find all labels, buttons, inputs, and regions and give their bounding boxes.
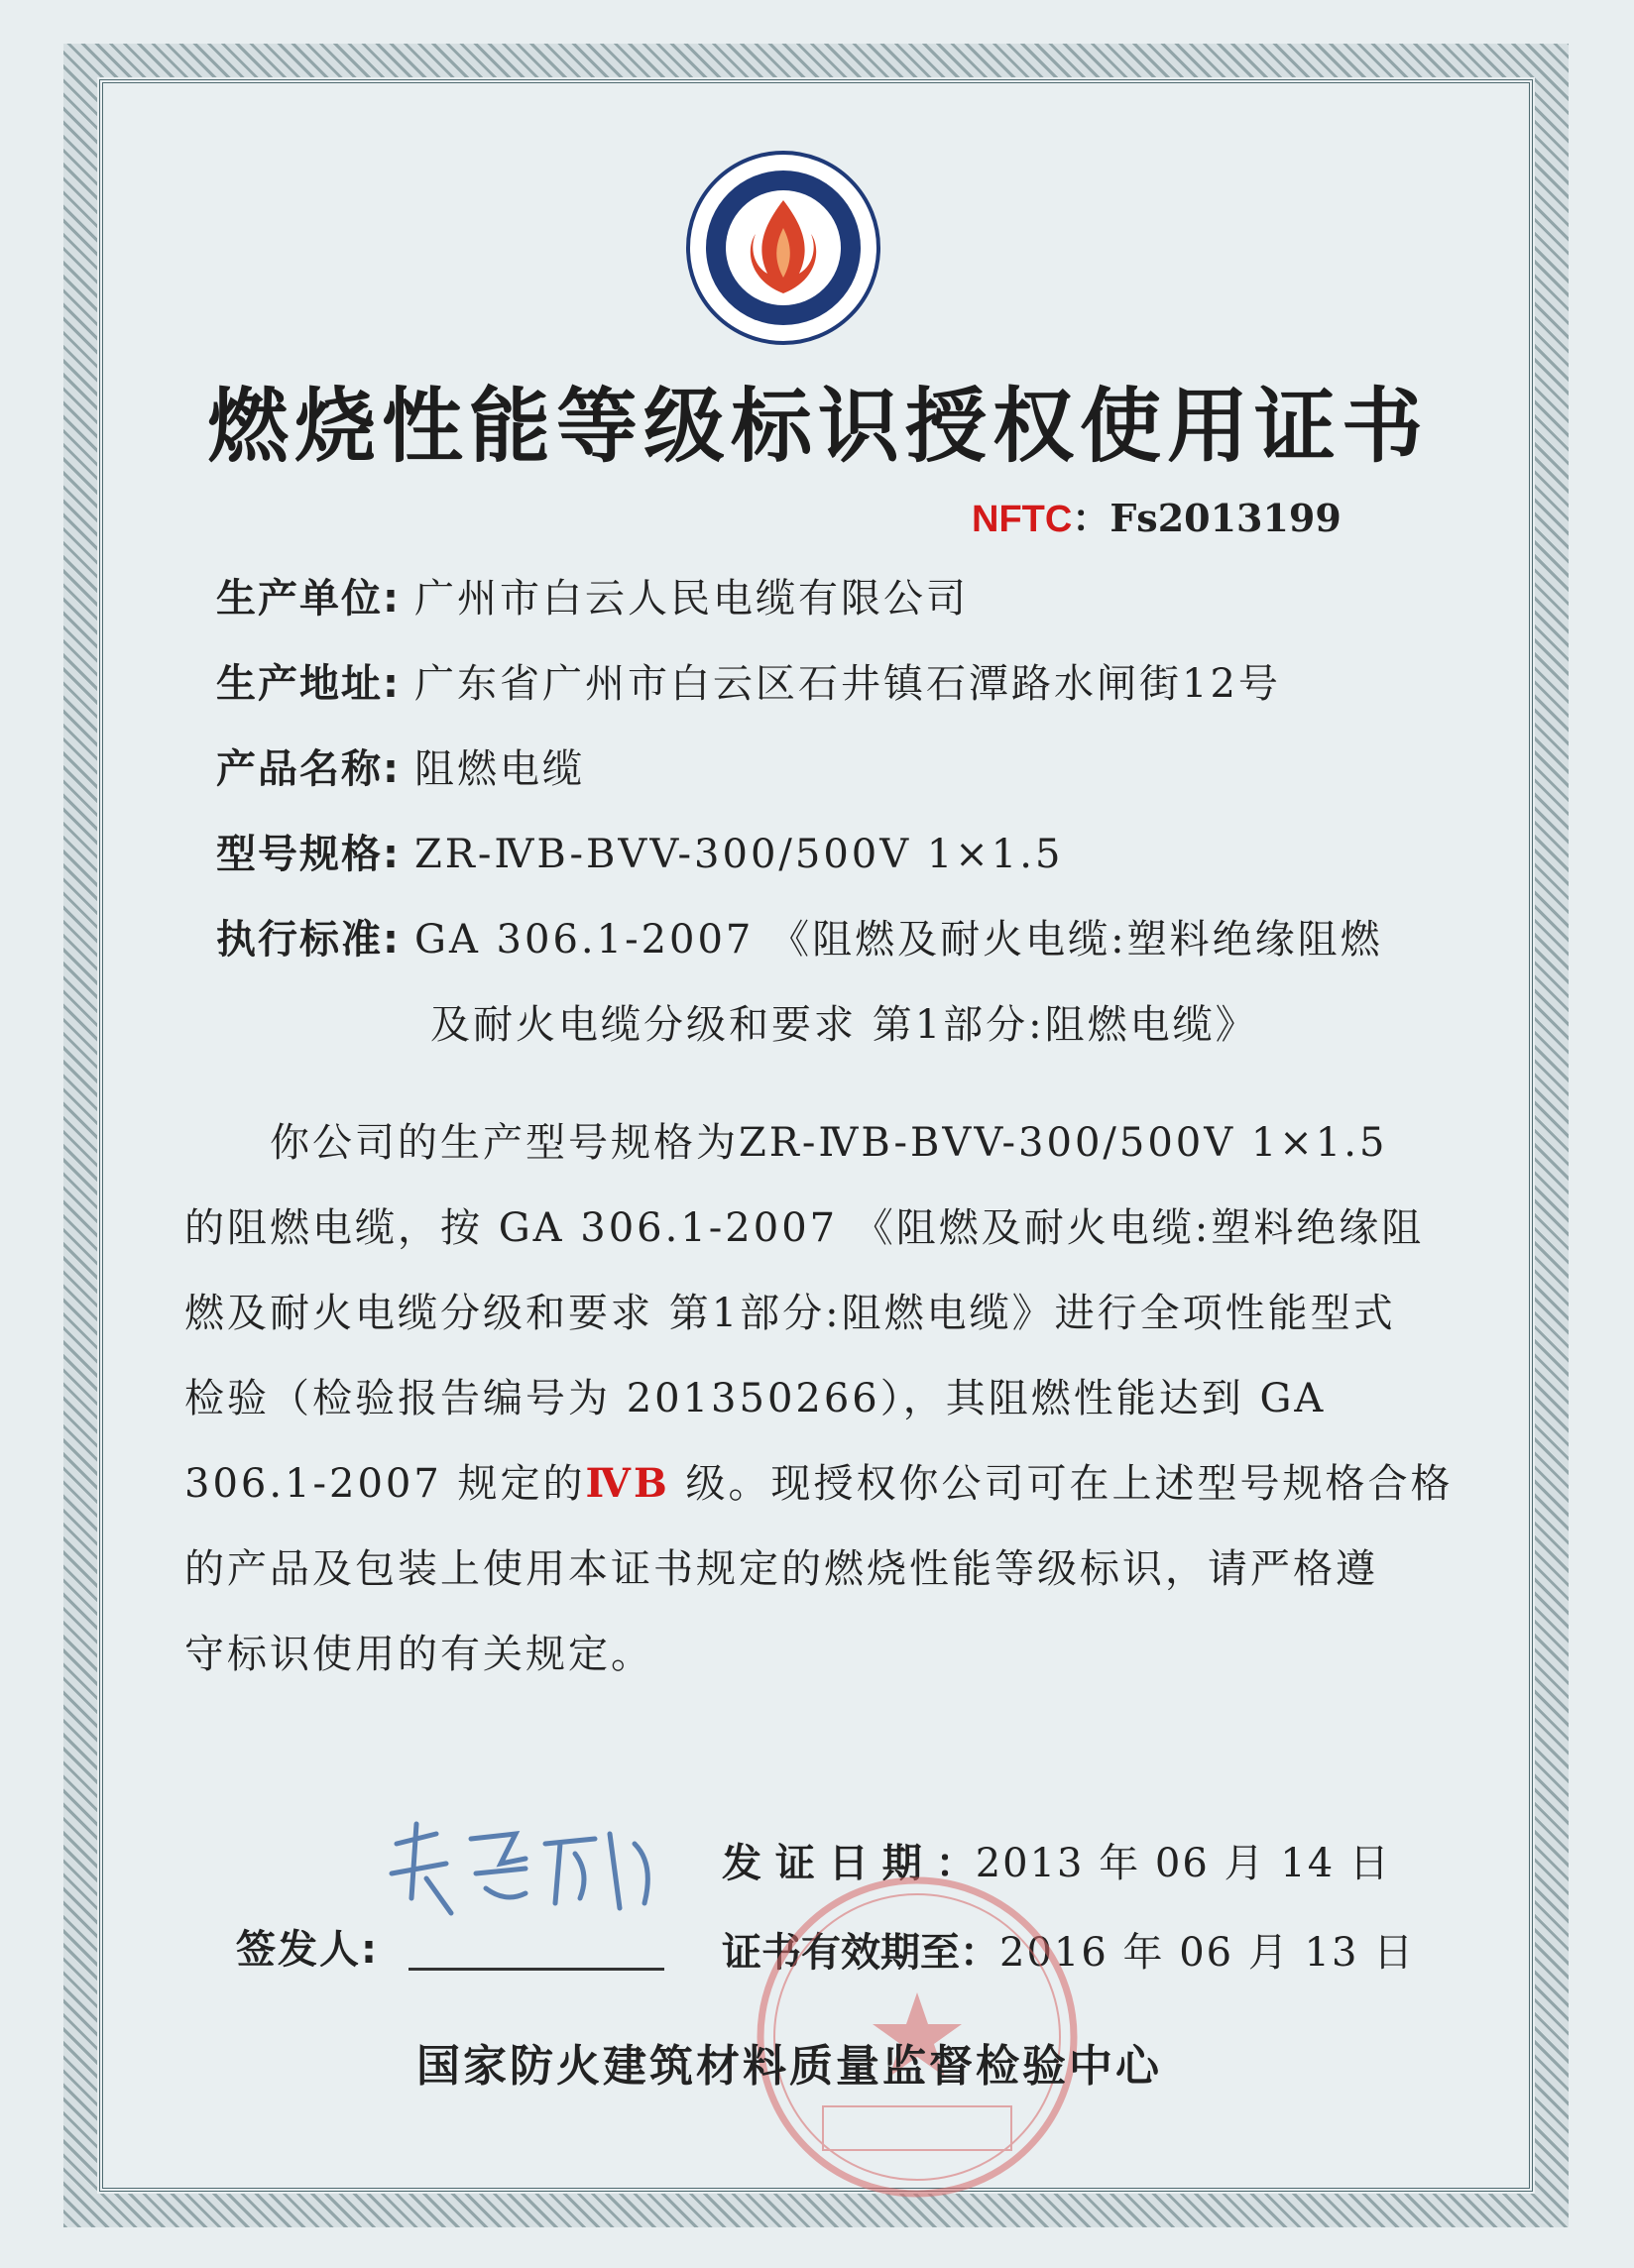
standard-continuation: 及耐火电缆分级和要求 第1部分:阻燃电缆》 bbox=[430, 1002, 1258, 1048]
cert-number-value: Fs2013199 bbox=[1109, 496, 1342, 540]
valid-until-value: 2016 年 06 月 13 日 bbox=[999, 1930, 1416, 1976]
paragraph-line: 守标识使用的有关规定。 bbox=[184, 1632, 653, 1677]
paragraph-line: 燃及耐火电缆分级和要求 第1部分:阻燃电缆》进行全项性能型式 bbox=[184, 1291, 1396, 1336]
issuing-organization: 国家防火建筑材料质量监督检验中心 bbox=[416, 2041, 1162, 2092]
model-value: ZR-ⅣB-BVV-300/500V 1×1.5 bbox=[414, 832, 1064, 877]
product-row bbox=[216, 737, 585, 794]
authorization-paragraph bbox=[184, 1100, 1454, 1697]
flame-logo-icon bbox=[684, 149, 882, 347]
product-label: 产品名称: bbox=[216, 746, 401, 792]
handwritten-signature bbox=[377, 1804, 694, 1933]
model-row bbox=[216, 823, 1063, 879]
paragraph-text: 级。现授权你公司可在上述型号规格合格 bbox=[669, 1461, 1454, 1507]
issue-date-value: 2013 年 06 月 14 日 bbox=[975, 1841, 1391, 1886]
paragraph-line: 的阻燃电缆，按 GA 306.1-2007 《阻燃及耐火电缆:塑料绝缘阻 bbox=[184, 1205, 1425, 1251]
cert-number-label: NFTC bbox=[972, 499, 1073, 540]
valid-until-label: 证书有效期至： bbox=[722, 1930, 999, 1976]
producer-row bbox=[216, 567, 969, 624]
producer-value: 广州市白云人民电缆有限公司 bbox=[414, 576, 969, 622]
grade-highlight: ⅣB bbox=[585, 1460, 670, 1507]
cert-number-separator: ： bbox=[1072, 496, 1110, 540]
certificate-title: 燃烧性能等级标识授权使用证书 bbox=[206, 380, 1429, 474]
issue-date-label: 发 证 日 期 ： bbox=[722, 1841, 976, 1886]
issuer-signature-line bbox=[408, 1968, 664, 1971]
paragraph-line bbox=[184, 1441, 1454, 1527]
model-label: 型号规格: bbox=[216, 832, 401, 877]
producer-label: 生产单位: bbox=[216, 576, 401, 622]
product-value: 阻燃电缆 bbox=[414, 746, 585, 792]
certificate-number bbox=[972, 488, 1342, 542]
paragraph-line: 你公司的生产型号规格为ZR-ⅣB-BVV-300/500V 1×1.5 bbox=[270, 1120, 1388, 1166]
issuer-label: 签发人: bbox=[236, 1927, 379, 1973]
standard-row bbox=[216, 908, 1383, 964]
paragraph-line: 的产品及包装上使用本证书规定的燃烧性能等级标识，请严格遵 bbox=[184, 1546, 1378, 1592]
paragraph-line: 检验（检验报告编号为 201350266），其阻燃性能达到 GA bbox=[184, 1376, 1327, 1421]
address-label: 生产地址: bbox=[216, 661, 401, 707]
standard-value: GA 306.1-2007 《阻燃及耐火电缆:塑料绝缘阻燃 bbox=[414, 917, 1383, 963]
address-row bbox=[216, 652, 1281, 709]
paragraph-text: 306.1-2007 规定的 bbox=[184, 1461, 586, 1507]
address-value: 广东省广州市白云区石井镇石潭路水闸街12号 bbox=[414, 661, 1281, 707]
standard-label: 执行标准: bbox=[216, 917, 401, 963]
